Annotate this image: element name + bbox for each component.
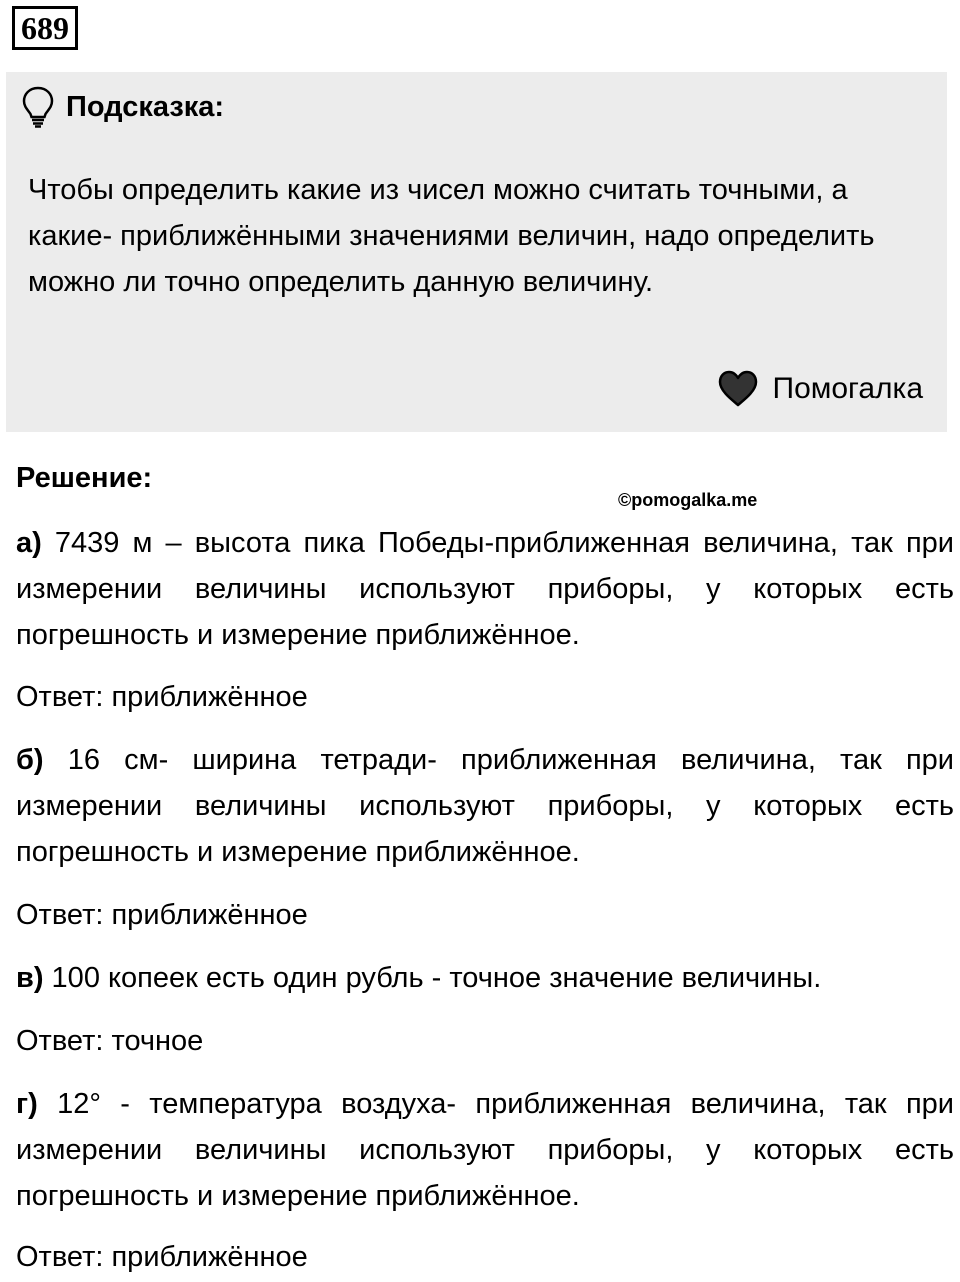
solution-item-v [16, 955, 954, 1001]
brand-name: Помогалка [772, 372, 923, 405]
answer-b: Ответ: приближённое [16, 899, 308, 931]
item-label: в) [16, 962, 44, 994]
lightbulb-icon [22, 86, 54, 128]
solution-title: Решение: [16, 462, 153, 494]
hint-text: Чтобы определить какие из чисел можно считать точными, а какие- приближёнными значениями величин, надо определить можно ли точно определить данную величину. [28, 174, 875, 298]
item-text: 16 см- ширина тетради- приближенная величина, так при измерении величины используют приборы, у которых есть погрешность и измерение приближённое. [16, 744, 954, 868]
solution-item-a [16, 520, 954, 658]
solution-item-b [16, 737, 954, 875]
item-label: а) [16, 527, 42, 559]
watermark: ©pomogalka.me [618, 490, 758, 510]
solution-item-g [16, 1081, 954, 1219]
task-number: 689 [12, 6, 78, 50]
item-label: г) [16, 1088, 38, 1120]
hint-header [22, 86, 224, 128]
heart-icon [717, 370, 759, 408]
answer-a: Ответ: приближённое [16, 681, 308, 713]
brand [717, 370, 924, 408]
item-text: 100 копеек есть один рубль - точное значение величины. [43, 962, 822, 994]
answer-v: Ответ: точное [16, 1025, 204, 1057]
hint-title: Подсказка: [66, 90, 225, 123]
item-label: б) [16, 744, 44, 776]
answer-g: Ответ: приближённое [16, 1241, 308, 1273]
item-text: 12° - температура воздуха- приближенная величина, так при измерении величины используют приборы, у которых есть погрешность и измерение приближённое. [16, 1088, 954, 1212]
item-text: 7439 м – высота пика Победы-приближенная величина, так при измерении величины используют приборы, у которых есть погрешность и измерение приближённое. [16, 527, 954, 651]
hint-box [6, 72, 947, 432]
